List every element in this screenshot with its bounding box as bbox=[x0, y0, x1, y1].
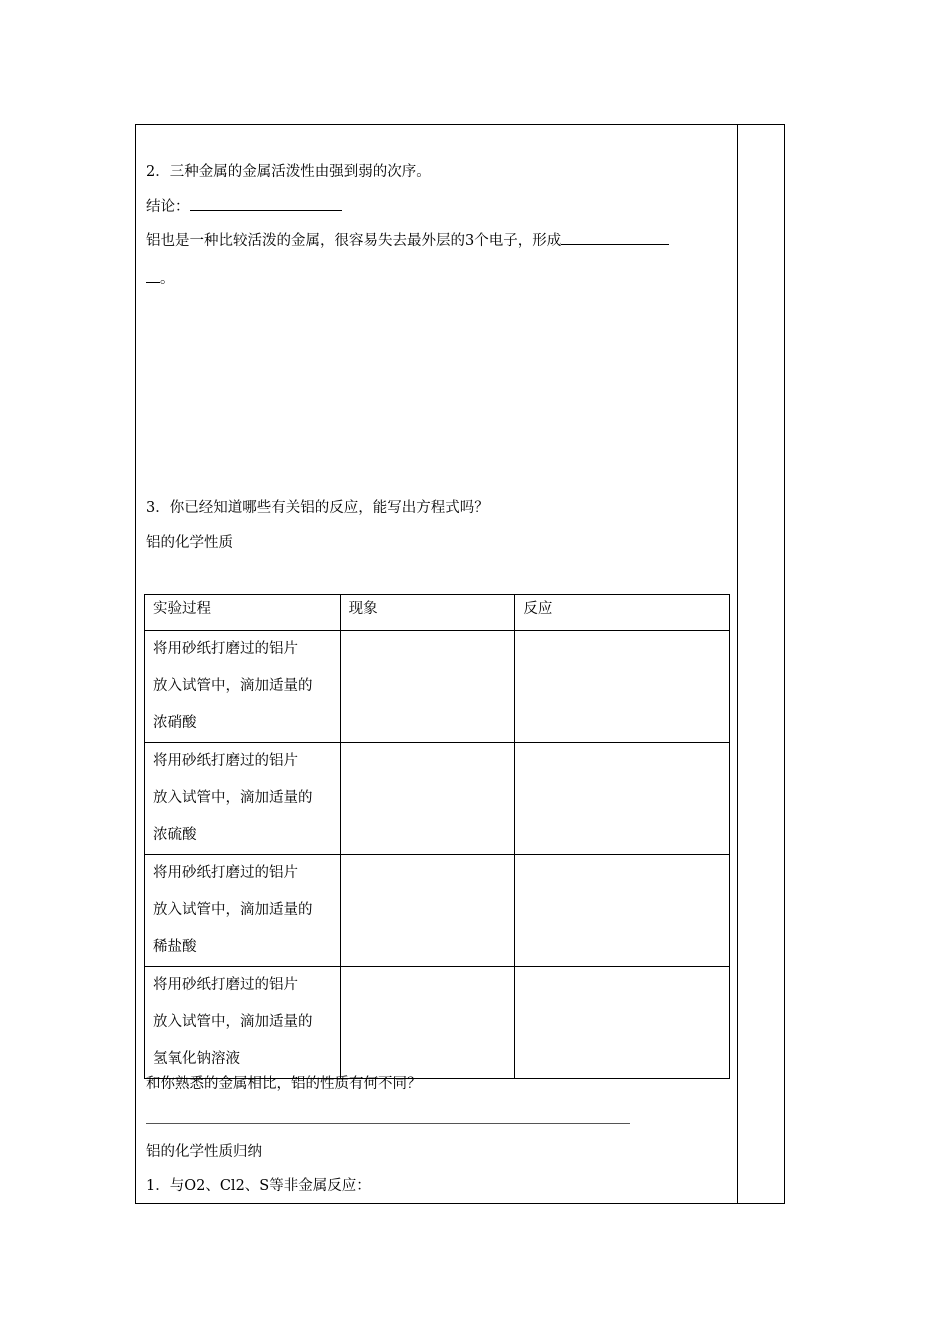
table-row bbox=[145, 855, 730, 967]
question-3-title: 3．你已经知道哪些有关铝的反应，能写出方程式吗？ bbox=[146, 500, 489, 516]
header-phenomenon: 现象 bbox=[340, 595, 515, 631]
summary-title: 铝的化学性质归纳 bbox=[146, 1144, 262, 1160]
conclusion-label: 结论： bbox=[146, 199, 190, 215]
procedure-cell bbox=[145, 631, 341, 743]
reaction-cell[interactable] bbox=[515, 631, 730, 743]
procedure-line: 放入试管中，滴加适量的 bbox=[153, 1014, 313, 1030]
phenomenon-cell[interactable] bbox=[340, 743, 515, 855]
procedure-cell bbox=[145, 743, 341, 855]
table-row bbox=[145, 743, 730, 855]
aluminum-text: 铝也是一种比较活泼的金属，很容易失去最外层的3个电子，形成 bbox=[146, 233, 562, 249]
side-column-divider bbox=[737, 124, 738, 1204]
procedure-cell bbox=[145, 967, 341, 1079]
procedure-reagent: 浓硝酸 bbox=[153, 715, 197, 731]
table-header-row bbox=[145, 595, 730, 631]
procedure-line: 放入试管中，滴加适量的 bbox=[153, 790, 313, 806]
procedure-line: 放入试管中，滴加适量的 bbox=[153, 678, 313, 694]
procedure-reagent: 氢氧化钠溶液 bbox=[153, 1051, 240, 1067]
aluminum-line-continued bbox=[146, 268, 175, 289]
reaction-cell[interactable] bbox=[515, 743, 730, 855]
conclusion-line bbox=[146, 196, 342, 217]
aluminum-ion-blank-continued[interactable] bbox=[146, 268, 160, 283]
compare-question: 和你熟悉的金属相比，铝的性质有何不同？ bbox=[146, 1076, 422, 1092]
conclusion-blank[interactable] bbox=[190, 196, 342, 211]
phenomenon-cell[interactable] bbox=[340, 855, 515, 967]
procedure-reagent: 浓硫酸 bbox=[153, 827, 197, 843]
aluminum-properties-table bbox=[144, 594, 730, 1079]
procedure-line: 将用砂纸打磨过的铝片 bbox=[153, 977, 298, 993]
aluminum-ion-blank[interactable] bbox=[561, 230, 669, 245]
phenomenon-cell[interactable] bbox=[340, 967, 515, 1079]
procedure-cell bbox=[145, 855, 341, 967]
procedure-line: 放入试管中，滴加适量的 bbox=[153, 902, 313, 918]
aluminum-line bbox=[146, 230, 669, 251]
procedure-line: 将用砂纸打磨过的铝片 bbox=[153, 641, 298, 657]
procedure-reagent: 稀盐酸 bbox=[153, 939, 197, 955]
header-procedure: 实验过程 bbox=[145, 595, 341, 631]
procedure-line: 将用砂纸打磨过的铝片 bbox=[153, 753, 298, 769]
reaction-cell[interactable] bbox=[515, 855, 730, 967]
table-row bbox=[145, 967, 730, 1079]
table-row bbox=[145, 631, 730, 743]
aluminum-tail: 。 bbox=[160, 271, 175, 287]
summary-item-1: 1．与O2、Cl2、S等非金属反应： bbox=[146, 1178, 371, 1194]
reaction-cell[interactable] bbox=[515, 967, 730, 1079]
phenomenon-cell[interactable] bbox=[340, 631, 515, 743]
chemical-properties-subtitle: 铝的化学性质 bbox=[146, 535, 233, 551]
question-2-title: 2．三种金属的金属活泼性由强到弱的次序。 bbox=[146, 164, 431, 180]
compare-answer-line[interactable] bbox=[146, 1123, 630, 1124]
header-reaction: 反应 bbox=[515, 595, 730, 631]
procedure-line: 将用砂纸打磨过的铝片 bbox=[153, 865, 298, 881]
